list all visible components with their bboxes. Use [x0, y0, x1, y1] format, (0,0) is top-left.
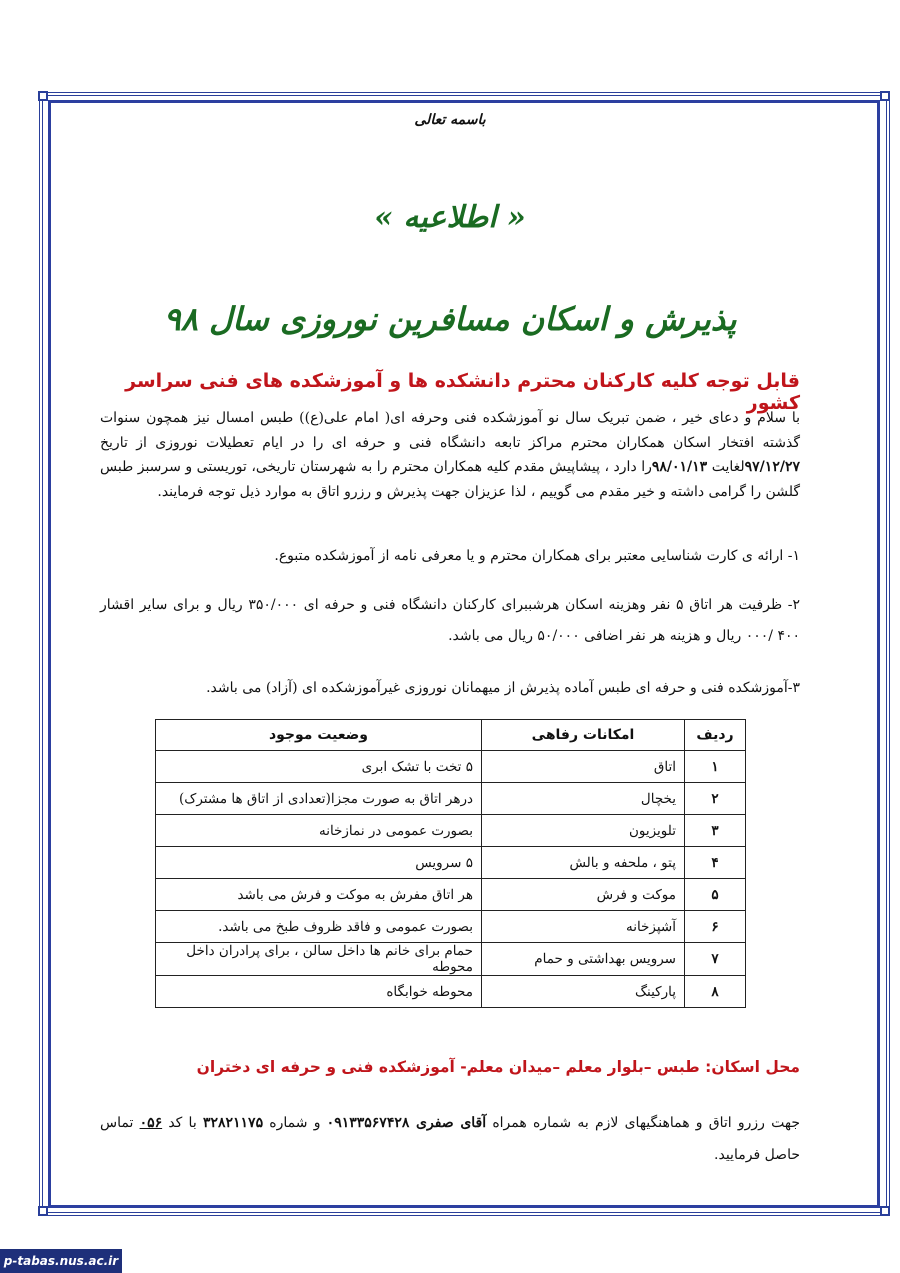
status-cell: محوطه خوابگاه [156, 976, 482, 1008]
facility-cell: تلویزیون [482, 815, 685, 847]
accommodation-location [100, 1058, 800, 1076]
row-number: ۸ [685, 976, 746, 1008]
status-cell: ۵ سرویس [156, 847, 482, 879]
intro-text-3: را دارد ، پیشاپیش مقدم کلیه همکاران محترم را به شهرستان تاریخی، توریستی و سرسبز طبس گلشن را گرامی داشته و خیر مقدم می گوییم ، لذا عزیزان جهت پذیرش و رزرو اتاق به موارد ذیل توجه فرمایند. [100, 459, 800, 500]
facility-cell: یخچال [482, 783, 685, 815]
row-number: ۳ [685, 815, 746, 847]
table-header-row [156, 720, 746, 751]
site-url-label: p-tabas.nus.ac.ir [0, 1249, 122, 1273]
row-number: ۲ [685, 783, 746, 815]
column-header-row-number: ردیف [685, 720, 746, 751]
contact-text-4: تماس حاصل فرمایید. [100, 1115, 800, 1163]
contact-text-2: و شماره [263, 1115, 327, 1131]
contact-name: آقای صفری [416, 1115, 487, 1131]
status-cell: بصورت عمومی در نمازخانه [156, 815, 482, 847]
date-from: ۹۷/۱۲/۲۷ [744, 459, 800, 475]
status-cell: درهر اتاق به صورت مجزا(تعدادی از اتاق ها مشترک) [156, 783, 482, 815]
contact-phone: ۳۲۸۲۱۱۷۵ [202, 1115, 264, 1131]
row-number: ۵ [685, 879, 746, 911]
table-row [156, 783, 746, 815]
status-cell: ۵ تخت با تشک ابری [156, 751, 482, 783]
contact-text-1: جهت رزرو اتاق و هماهنگیهای لازم به شماره همراه [486, 1115, 800, 1131]
notice-title: « اطلاعیه » [374, 200, 526, 235]
table-row [156, 847, 746, 879]
condition-item-2: ۲- ظرفیت هر اتاق ۵ نفر وهزینه اسکان هرشببرای کارکنان دانشگاه فنی و حرفه ای ۳۵۰/۰۰۰ ریال و برای سایر اقشار ۴۰۰ /۰۰۰ ریال و هزینه هر نفر اضافی ۵۰/۰۰۰ ریال می باشد. [100, 597, 801, 644]
row-number: ۱ [685, 751, 746, 783]
table-row [156, 911, 746, 943]
date-to: ۹۸/۰۱/۱۳ [651, 459, 708, 475]
status-cell: هر اتاق مفرش به موکت و فرش می باشد [156, 879, 482, 911]
facility-cell: پارکینگ [482, 976, 685, 1008]
contact-paragraph [100, 1107, 800, 1171]
condition-item-1: ۱- ارائه ی کارت شناسایی معتبر برای همکاران محترم و یا معرفی نامه از آموزشکده متبوع. [274, 548, 800, 564]
status-cell: بصورت عمومی و فاقد ظروف طبخ می باشد. [156, 911, 482, 943]
facility-cell: موکت و فرش [482, 879, 685, 911]
location-label: محل اسکان: [705, 1058, 800, 1076]
intro-paragraph [100, 406, 800, 504]
row-number: ۷ [685, 943, 746, 976]
row-number: ۶ [685, 911, 746, 943]
intro-text-2: لغایت [707, 459, 745, 475]
table-row [156, 879, 746, 911]
table-row [156, 976, 746, 1008]
status-cell: حمام برای خانم ها داخل سالن ، برای پرادران داخل محوطه [156, 943, 482, 976]
facility-cell: اتاق [482, 751, 685, 783]
facility-cell: آشپزخانه [482, 911, 685, 943]
area-code: ۰۵۶ [139, 1115, 163, 1131]
facility-cell: سرویس بهداشتی و حمام [482, 943, 685, 976]
contact-text-3: با کد [162, 1115, 203, 1131]
bismillah-text: باسمه تعالی [414, 112, 486, 128]
row-number: ۴ [685, 847, 746, 879]
audience-heading: قابل توجه کلیه کارکنان محترم دانشکده ها و آموزشکده های فنی سراسر کشور [125, 370, 800, 414]
table-row [156, 943, 746, 976]
location-address: طبس –بلوار معلم –میدان معلم- آموزشکده فنی و حرفه ای دختران [196, 1058, 706, 1076]
contact-mobile: ۰۹۱۳۳۵۶۷۴۲۸ [326, 1115, 417, 1131]
facility-cell: پتو ، ملحفه و بالش [482, 847, 685, 879]
column-header-status: وضعیت موجود [156, 720, 482, 751]
intro-text-1: با سلام و دعای خیر ، ضمن تبریک سال نو آموزشکده فنی وحرفه ای( امام علی(ع)) طبس امسال نیز همچون سنوات گذشته افتخار اسکان همکاران محترم مراکز تابعه دانشگاه فنی و حرفه ای را در ایام تعطیلات نوروزی از تاریخ [100, 410, 800, 451]
facilities-table [155, 719, 746, 1008]
condition-item-3: ۳-آموزشکده فنی و حرفه ای طبس آماده پذیرش از میهمانان نوروزی غیرآموزشکده ای (آزاد) می باشد. [206, 680, 800, 696]
column-header-facility: امکانات رفاهی [482, 720, 685, 751]
table-row [156, 815, 746, 847]
table-row [156, 751, 746, 783]
page-title: پذیرش و اسکان مسافرین نوروزی سال ۹۸ [163, 300, 737, 338]
